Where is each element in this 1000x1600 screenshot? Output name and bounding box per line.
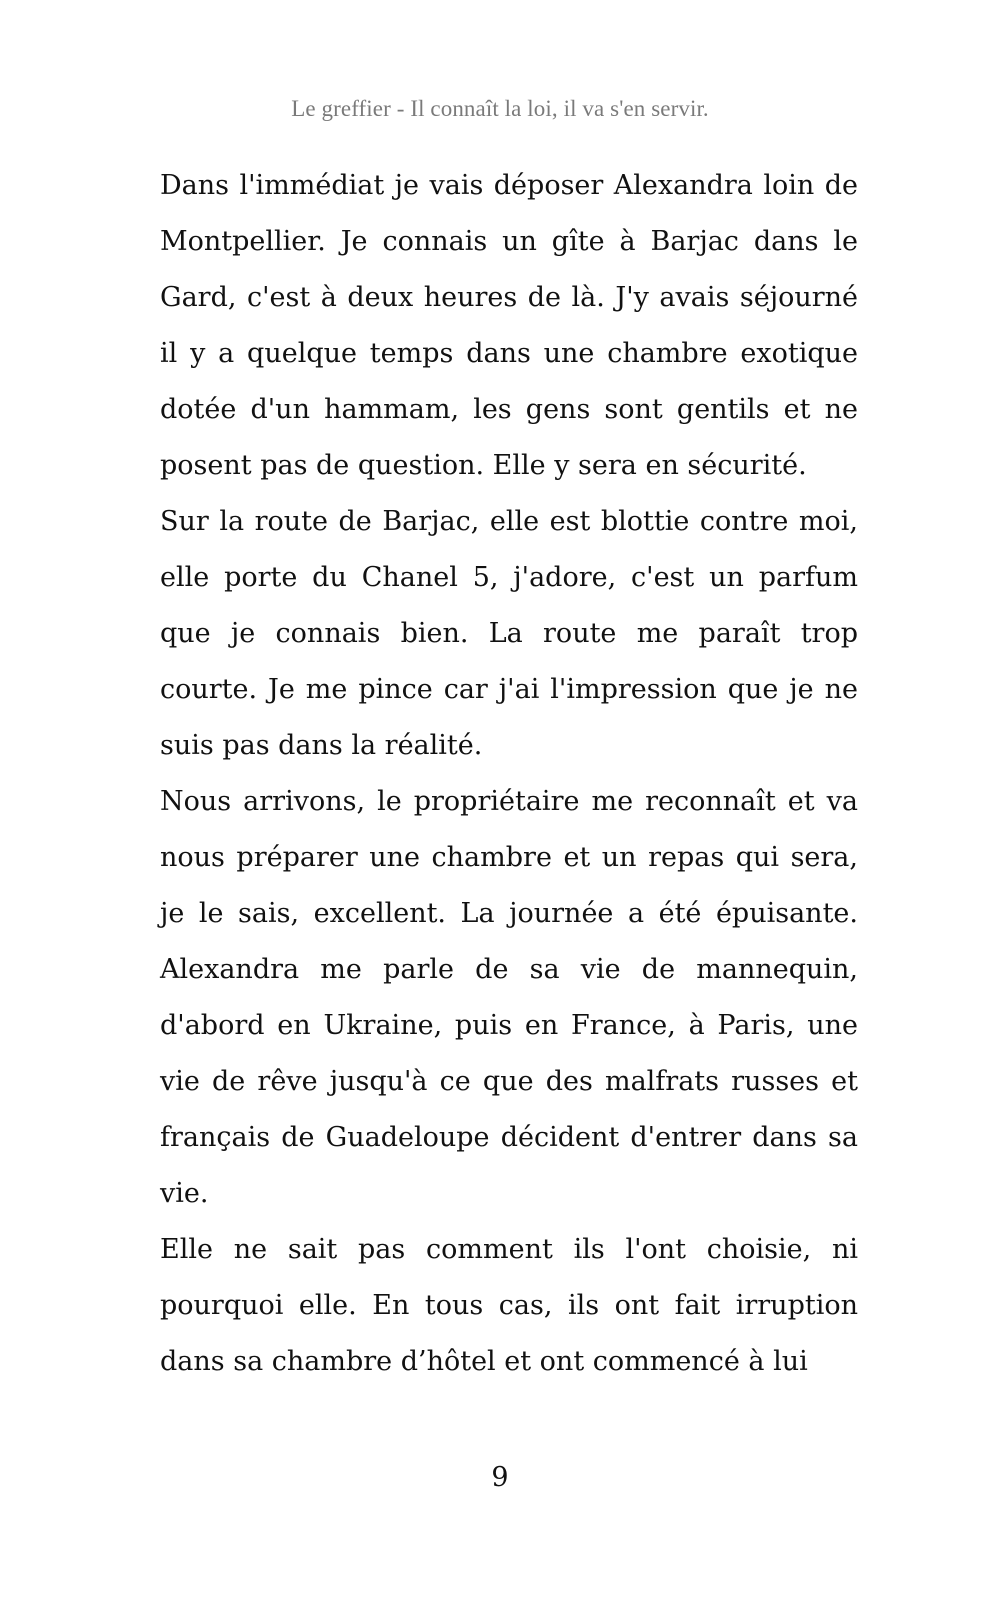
body-text	[160, 158, 858, 1390]
paragraph: Nous arrivons, le propriétaire me reconnaît et va nous préparer une chambre et un repas qui sera, je le sais, excellent. La journée a été épuisante. Alexandra me parle de sa vie de mannequin, d'abord en Ukraine, puis en France, à Paris, une vie de rêve jusqu'à ce que des malfrats russes et français de Guadeloupe décident d'entrer dans sa vie.	[160, 786, 858, 1209]
paragraph: Sur la route de Barjac, elle est blottie contre moi, elle porte du Chanel 5, j'adore, c'est un parfum que je connais bien. La route me paraît trop courte. Je me pince car j'ai l'impression que je ne suis pas dans la réalité.	[160, 506, 858, 761]
running-header: Le greffier - Il connaît la loi, il va s'en servir.	[291, 96, 709, 121]
paragraph: Elle ne sait pas comment ils l'ont choisie, ni pourquoi elle. En tous cas, ils ont fait irruption dans sa chambre d’hôtel et ont commencé à lui	[160, 1234, 858, 1377]
page-number: 9	[491, 1462, 509, 1493]
paragraph: Dans l'immédiat je vais déposer Alexandra loin de Montpellier. Je connais un gîte à Barjac dans le Gard, c'est à deux heures de là. J'y avais séjourné il y a quelque temps dans une chambre exotique dotée d'un hammam, les gens sont gentils et ne posent pas de question. Elle y sera en sécurité.	[160, 170, 858, 481]
